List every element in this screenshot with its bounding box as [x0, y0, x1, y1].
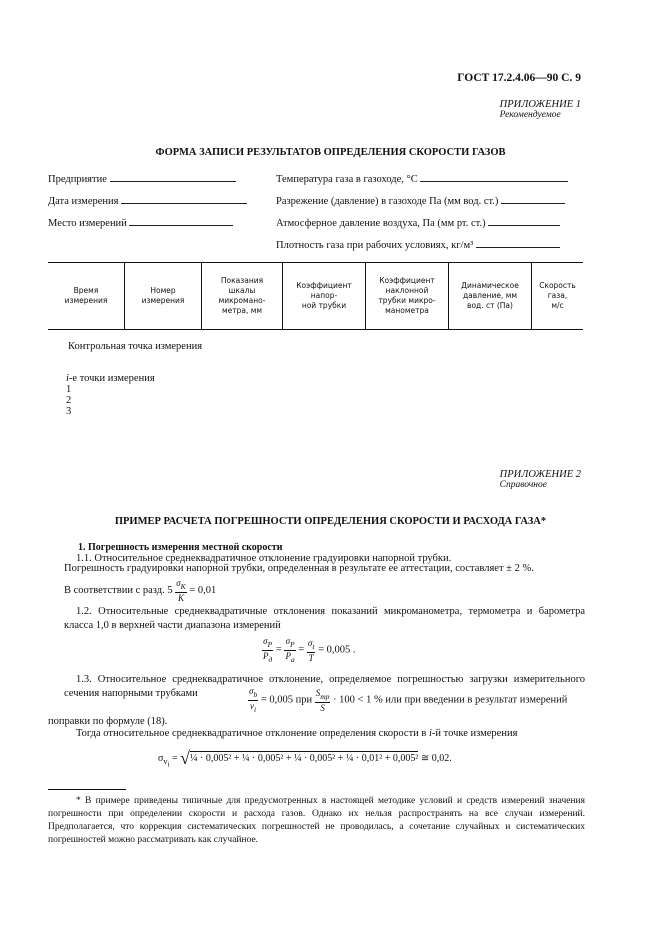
control-point: Контрольная точка измерения — [68, 341, 203, 352]
para-1-1b: Погрешность градуировки напорной трубки, определенная в результате ее аттестации, составляет ± 2 %. — [64, 563, 534, 574]
col-incline-coef: Коэффициент наклонной трубки микро- манометра — [366, 263, 449, 330]
i-points: i-е точки измерения 1 2 3 — [66, 373, 155, 417]
appendix-1-title: ПРИЛОЖЕНИЕ 1 — [499, 99, 581, 110]
field-enterprise: Предприятие — [48, 172, 236, 185]
eq-load: $\frac{\sigma_b}{v_i}$ = 0,005 при $\frac{S_{тр}}{S}$ · 100 < 1 % или при введении в результат измерений — [249, 686, 568, 714]
para-1-4: Тогда относительное среднеквадратичное отклонение определения скорости в i-й точке измерения — [76, 728, 518, 739]
para-1-2: 1.2. Относительные среднеквадратичные отклонения показаний микроманометра, термометра и барометра класса 1,0 в верхней части диапазона измерений — [64, 606, 585, 631]
col-tube-coef: Коэффициент напор- ной трубки — [283, 263, 366, 330]
col-speed: Скорость газа, м/с — [532, 263, 584, 330]
footnote: * В примере приведены типичные для предусмотренных в настоящей методике условий и средств измерений значения погрешности при определении скорости и расхода газов. Однако их нельзя распространять на все случаи измерений. Предполагается, что коррекция систематических погрешностей не проводилась, а сочетание случайных и систематических погрешностей можно рассматривать как случайное. — [48, 796, 585, 845]
para-1-3d: поправки по формуле (18). — [48, 716, 168, 727]
col-time: Время измерения — [64, 286, 108, 305]
page-header: ГОСТ 17.2.4.06—90 С. 9 — [457, 72, 581, 84]
field-temperature: Температура газа в газоходе, °С — [276, 172, 568, 185]
eq-1: В соответствии с разд. 5 $\frac{\sigma_K}{K}$ = 0,01 — [64, 578, 217, 603]
field-depression: Разрежение (давление) в газоходе Па (мм вод. ст.) — [276, 194, 565, 207]
field-date: Дата измерения — [48, 194, 247, 207]
eq-3: $\sigma_{v_i}$ = √¼ · 0,005² + ¼ · 0,005² + ¼ · 0,005² + ¼ · 0,01² + 0,005² ≅ 0,02. — [158, 748, 452, 769]
example-title: ПРИМЕР РАСЧЕТА ПОГРЕШНОСТИ ОПРЕДЕЛЕНИЯ СКОРОСТИ И РАСХОДА ГАЗА* — [114, 516, 547, 527]
col-scale: Показания шкалы микромано- метра, мм — [202, 263, 283, 330]
col-dyn-pressure: Динамическое давление, мм вод. ст (Па) — [449, 263, 532, 330]
appendix-2-sub: Справочное — [499, 480, 547, 490]
para-1-1: 1.1. Относительное среднеквадратичное отклонение градуировки напорной трубки. — [76, 553, 452, 564]
field-gas-density: Плотность газа при рабочих условиях, кг/м³ — [276, 238, 560, 251]
measurement-table — [48, 262, 583, 330]
appendix-1-sub: Рекомендуемое — [499, 110, 561, 120]
footnote-rule — [48, 789, 126, 790]
field-atm-pressure: Атмосферное давление воздуха, Па (мм рт. ст.) — [276, 216, 560, 229]
field-place: Место измерений — [48, 216, 233, 229]
appendix-1-label — [500, 99, 581, 120]
section-1-heading: 1. Погрешность измерения местной скорости — [78, 542, 283, 553]
form-title: ФОРМА ЗАПИСИ РЕЗУЛЬТАТОВ ОПРЕДЕЛЕНИЯ СКОРОСТИ ГАЗОВ — [155, 147, 506, 158]
para-1-3: 1.3. Относительное среднеквадратичное отклонение, определяемое погрешностью загрузки измерительного сечения напорными трубками — [64, 674, 585, 699]
appendix-2-title: ПРИЛОЖЕНИЕ 2 — [499, 469, 581, 480]
col-number: Номер измерения — [125, 263, 202, 330]
eq-2: $\frac{\sigma_P}{P_д}$ = $\frac{\sigma_P}{P_a}$ = $\frac{\sigma_t}{T}$ = 0,005 . — [263, 636, 356, 664]
appendix-2-label — [500, 469, 581, 490]
